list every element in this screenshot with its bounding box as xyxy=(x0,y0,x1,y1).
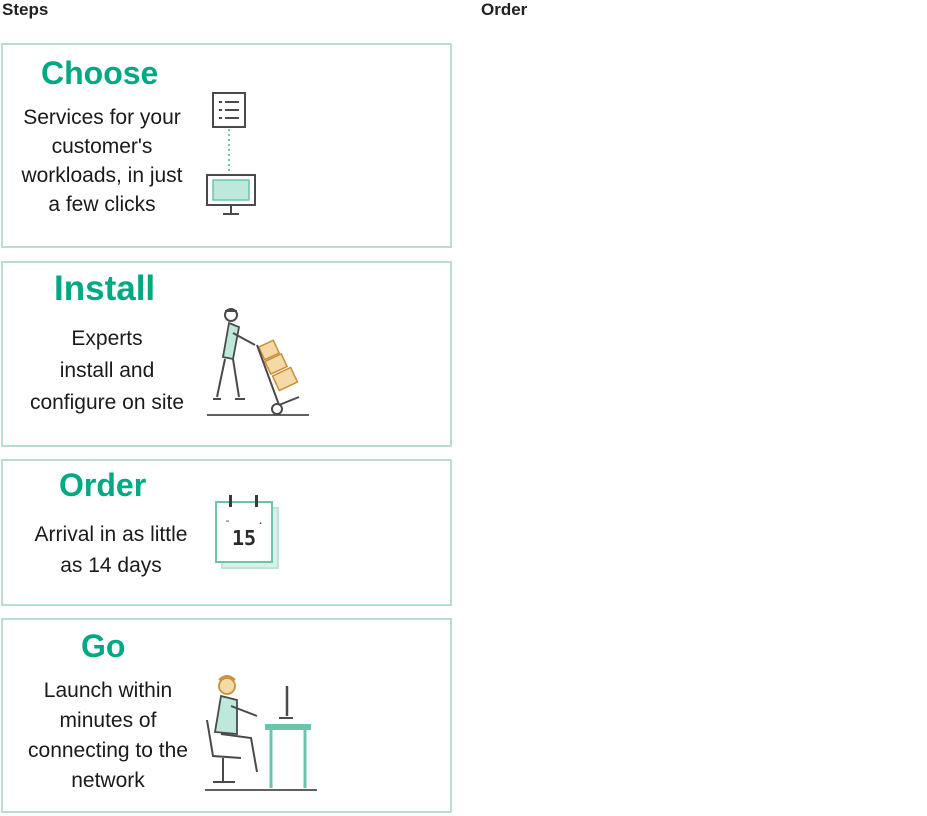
step-card-go[interactable] xyxy=(1,618,452,813)
step-card-choose[interactable] xyxy=(1,43,452,248)
calendar-day: 15 xyxy=(231,526,257,550)
step-card-install[interactable] xyxy=(1,261,452,447)
order-column-header: Order xyxy=(481,0,528,19)
order-drop-area[interactable] xyxy=(470,30,920,810)
person-at-computer-desk-icon xyxy=(201,672,321,796)
calendar-icon: - . 15 xyxy=(215,495,283,575)
step-description: Arrival in as little as 14 days xyxy=(34,523,188,577)
delivery-person-hand-truck-icon xyxy=(203,305,313,421)
step-title: Install xyxy=(54,269,156,308)
list-to-monitor-icon xyxy=(199,89,269,221)
step-description: Services for your customer's workloads, in just a few clicks xyxy=(21,106,183,216)
steps-column-header: Steps xyxy=(2,0,49,19)
step-title: Order xyxy=(59,467,147,503)
step-title: Choose xyxy=(41,55,159,91)
step-title: Go xyxy=(81,628,126,664)
step-description: Experts install and configure on site xyxy=(29,327,185,414)
step-description: Launch within minutes of connecting to the network xyxy=(28,679,188,792)
step-card-order[interactable] xyxy=(1,459,452,606)
